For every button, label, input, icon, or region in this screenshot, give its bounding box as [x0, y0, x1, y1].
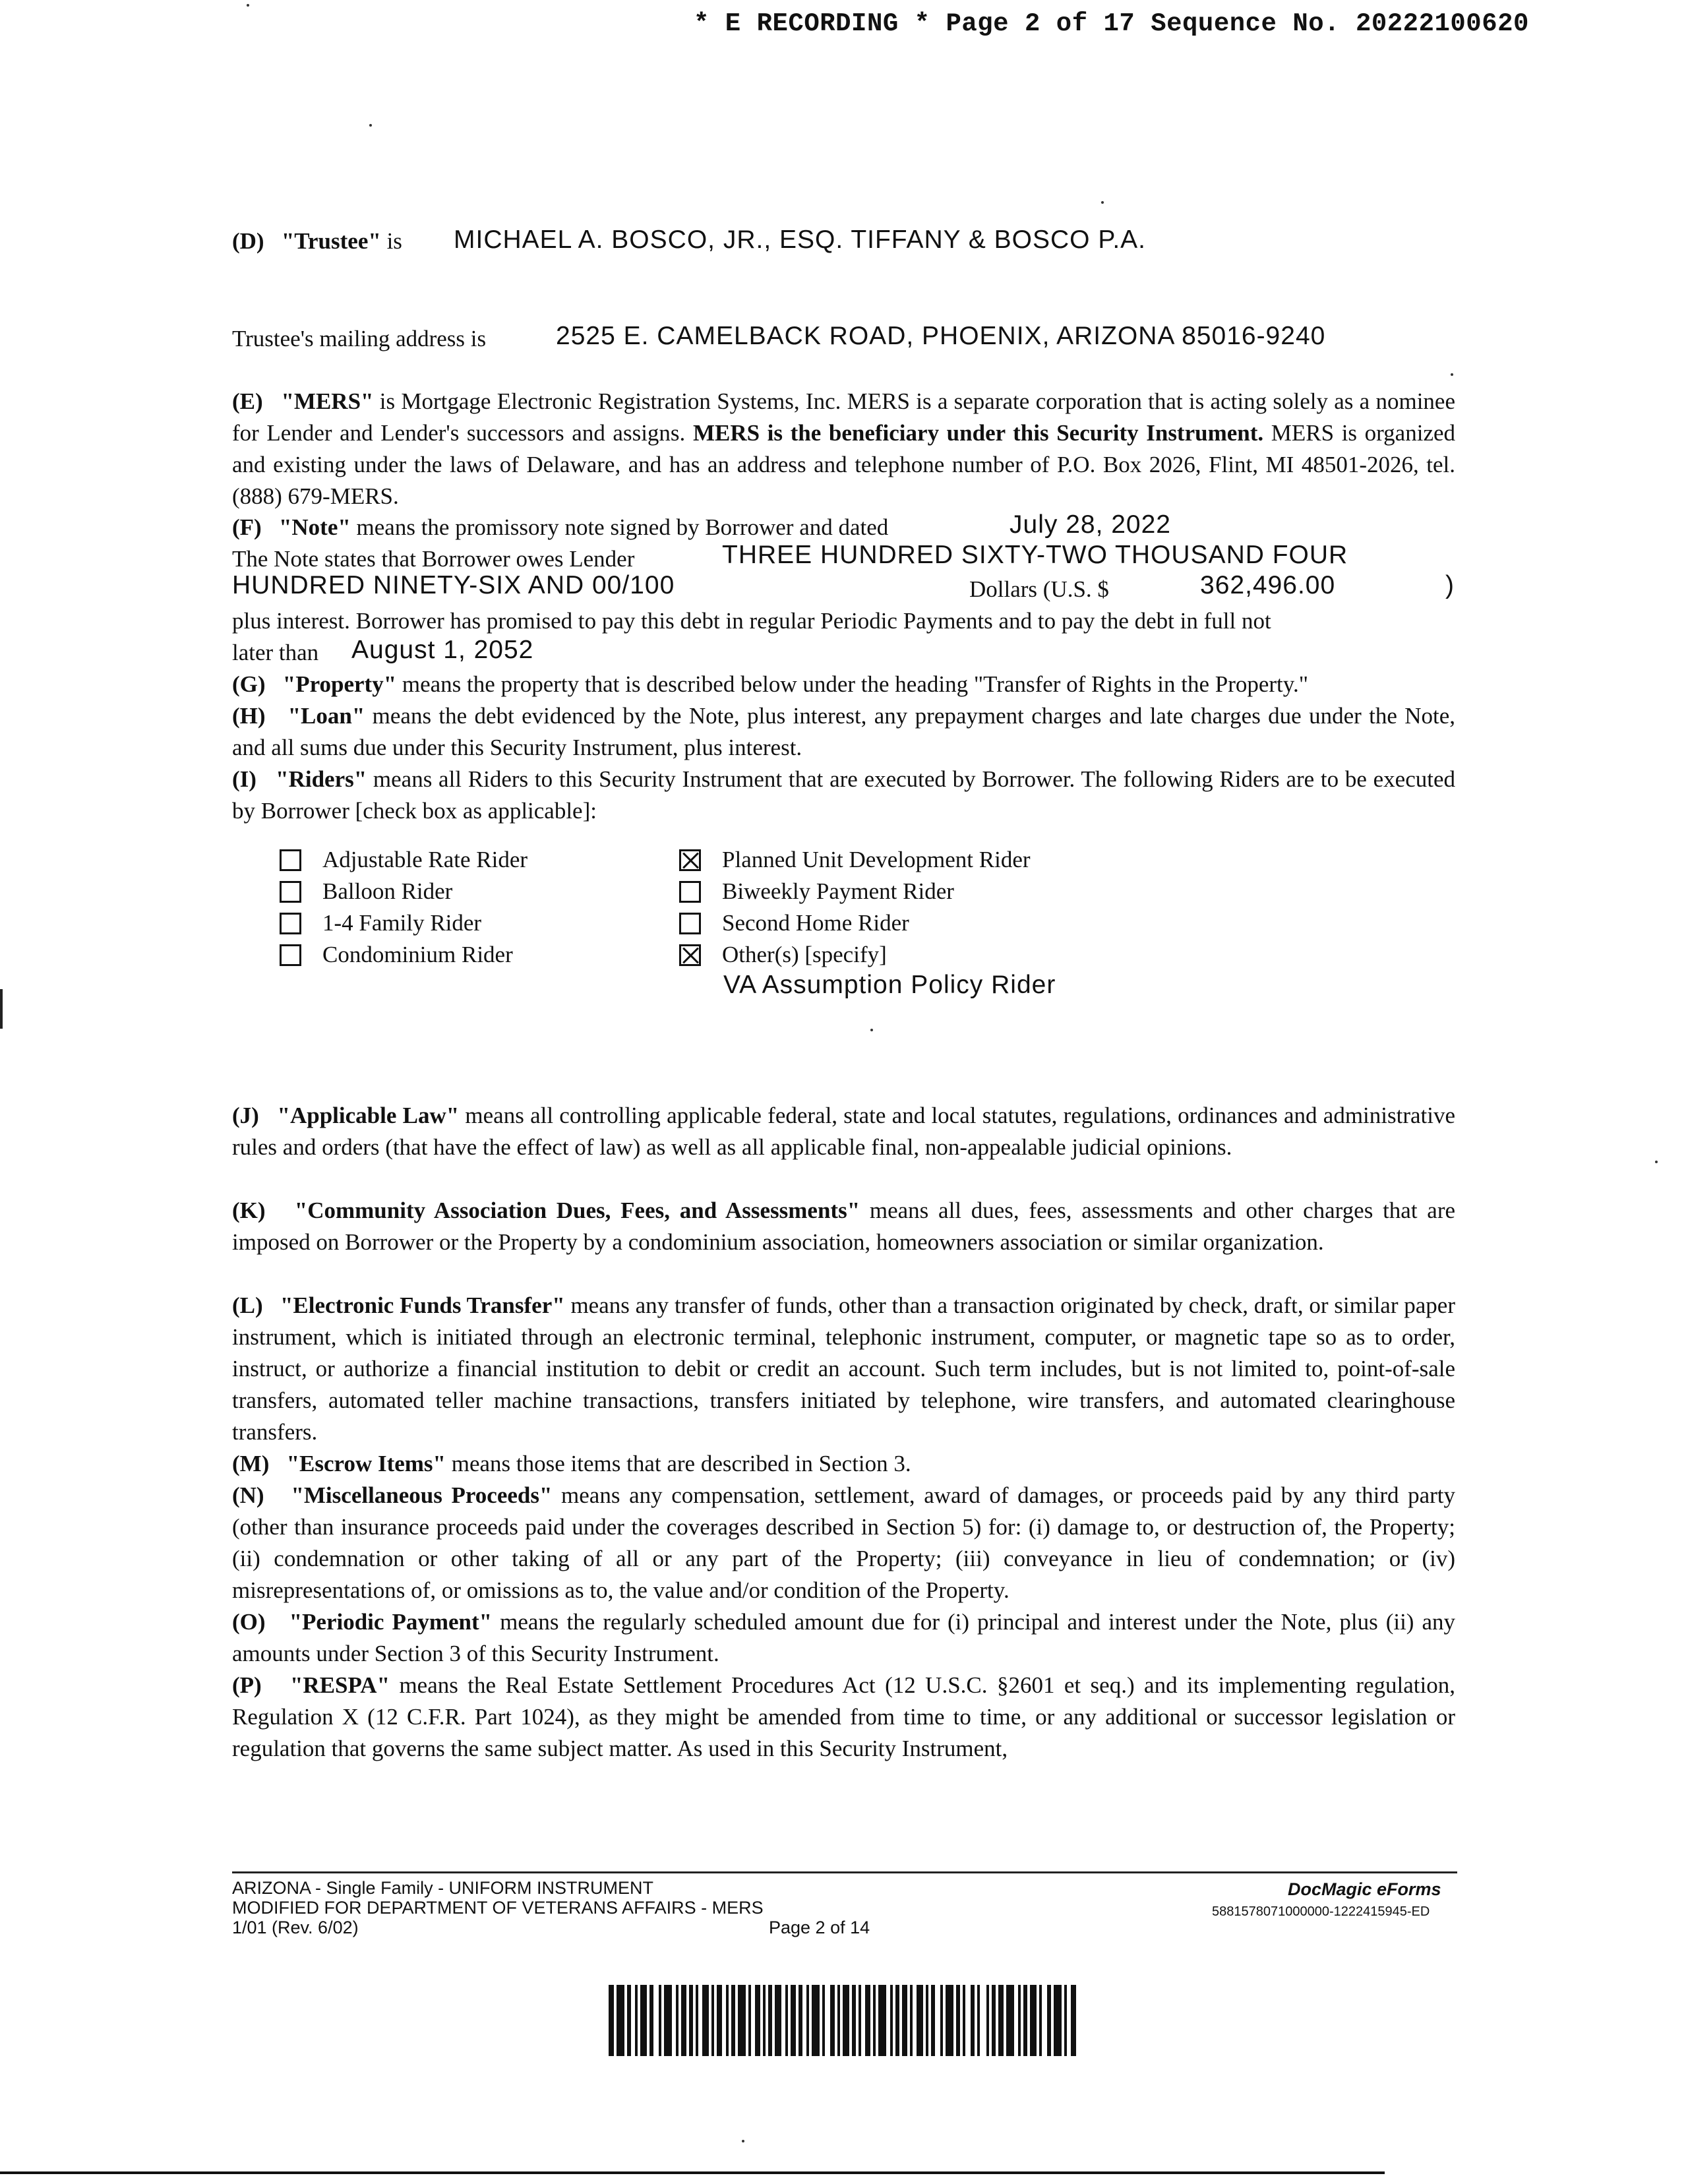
definition-term: "Applicable Law": [277, 1103, 460, 1128]
definition-term: "Escrow Items": [286, 1451, 446, 1476]
barcode-bar: [935, 1985, 940, 2056]
barcode-bar: [1006, 1985, 1014, 2056]
scan-speck: [247, 4, 249, 7]
barcode-bar: [755, 1985, 760, 2056]
definition-prefix: (N): [232, 1482, 264, 1508]
barcode-bar: [878, 1985, 886, 2056]
rider-biweekly-payment[interactable]: [679, 876, 954, 907]
note-text-2: plus interest. Borrower has promised to pay this debt in regular Periodic Payments and to pay the debt in full not: [232, 608, 1271, 634]
barcode-bar: [917, 1985, 923, 2056]
mers-prefix: (E): [232, 388, 263, 414]
scan-speck: [369, 124, 372, 127]
definition-text: means all controlling applicable federal, state and local statutes, regulations, ordinances and administrative rules and orders (that have the effect of law) as well as all applicable final, non-appealable judicial opinions.: [232, 1103, 1456, 1160]
rider-balloon[interactable]: [280, 876, 452, 907]
trustee-value: MICHAEL A. BOSCO, JR., ESQ. TIFFANY & BOSCO P.A.: [454, 226, 1147, 254]
footer-doc-id: 5881578071000000-1222415945-ED: [1212, 1904, 1430, 1919]
note-close-paren: ): [1445, 571, 1454, 599]
barcode-bar: [812, 1985, 820, 2056]
barcode-bar: [609, 1985, 614, 2056]
rider-condominium[interactable]: [280, 939, 513, 971]
checkbox-balloon-rider[interactable]: [280, 881, 301, 903]
definition-periodic-payment: [232, 1606, 1455, 1670]
mers-text-1: is Mortgage Electronic Registration Systems, Inc. MERS is a separate corporation that is acting solely as a nominee for Lender and Lender's successors and assigns.: [232, 388, 1455, 446]
riders-prefix: (I): [232, 766, 256, 792]
barcode-bar: [902, 1985, 907, 2056]
definition-term: "Periodic Payment": [289, 1609, 493, 1635]
trustee-is: is: [386, 228, 402, 254]
other-rider-specified: VA Assumption Policy Rider: [723, 971, 1056, 999]
barcode-bar: [681, 1985, 686, 2056]
definition-term: "Miscellaneous Proceeds": [291, 1482, 553, 1508]
rider-1-4-family[interactable]: [280, 907, 481, 939]
rider-adjustable-rate[interactable]: [280, 844, 528, 876]
note-text-1: means the promissory note signed by Borrower and dated: [356, 514, 889, 540]
loan-text: means the debt evidenced by the Note, plus interest, any prepayment charges and late charges due under the Note, and all sums due under this Security Instrument, plus interest.: [232, 703, 1456, 760]
docmagic-logo: DocMagic eForms: [1288, 1879, 1441, 1899]
barcode-bar: [717, 1985, 722, 2056]
note-amount-words-1: THREE HUNDRED SIXTY-TWO THOUSAND FOUR: [722, 541, 1348, 569]
barcode-bar: [865, 1985, 870, 2056]
trustee-line: [232, 226, 402, 257]
footer-line-2: MODIFIED FOR DEPARTMENT OF VETERANS AFFAIRS - MERS: [232, 1898, 764, 1918]
property-term: "Property": [282, 671, 397, 697]
barcode-bar: [664, 1985, 672, 2056]
footer-rule: [232, 1871, 1457, 1873]
mers-definition: [232, 386, 1455, 512]
note-owes-label: The Note states that Borrower owes Lender: [232, 546, 635, 572]
definition-text: means any compensation, settlement, award of damages, or proceeds paid by any third party (other than insurance proceeds paid under the coverages described in Section 5) for: (i) damage to, or destruction of, the Property; (ii) condemnation or other taking of all or any part of the Property; (iii) conveyance in lieu of condemnation; or (iv) misrepresentations of, or omissions as to, the value and/or condition of the Property.: [232, 1482, 1456, 1603]
rider-planned-unit-development[interactable]: [679, 844, 1031, 876]
barcode-bar: [702, 1985, 709, 2056]
barcode-bar: [1030, 1985, 1037, 2056]
riders-text: means all Riders to this Security Instrument that are executed by Borrower. The following Riders are to be executed by Borrower [check box as applicable]:: [232, 766, 1456, 824]
definition-term: "Community Association Dues, Fees, and Assessments": [294, 1198, 860, 1223]
trustee-address-value: 2525 E. CAMELBACK ROAD, PHOENIX, ARIZONA 85016-9240: [556, 322, 1326, 350]
property-prefix: (G): [232, 671, 266, 697]
definition-prefix: (M): [232, 1451, 270, 1476]
trustee-prefix: (D): [232, 228, 264, 254]
note-prefix: (F): [232, 514, 262, 540]
rider-label: 1-4 Family Rider: [322, 910, 482, 936]
definition-prefix: (P): [232, 1672, 262, 1698]
rider-label: Adjustable Rate Rider: [322, 847, 528, 872]
definition-miscellaneous-proceeds: [232, 1480, 1455, 1606]
mers-bold-text: MERS is the beneficiary under this Security Instrument.: [692, 420, 1264, 446]
riders-definition: [232, 764, 1455, 827]
checkbox-adjustable-rate-rider[interactable]: [280, 849, 301, 871]
barcode-bar: [775, 1985, 781, 2056]
note-amount-number: 362,496.00: [1200, 571, 1336, 599]
riders-term: "Riders": [276, 766, 367, 792]
loan-definition: [232, 700, 1455, 764]
recording-header: * E RECORDING * Page 2 of 17 Sequence No. 20222100620: [694, 9, 1529, 38]
note-term: "Note": [278, 514, 351, 540]
scan-speck: [742, 2140, 744, 2142]
footer-line-3: 1/01 (Rev. 6/02): [232, 1918, 359, 1937]
definition-term: "Electronic Funds Transfer": [280, 1292, 565, 1318]
rider-other[interactable]: [679, 939, 887, 971]
note-dollars-label: Dollars (U.S. $: [969, 576, 1109, 602]
rider-label: Balloon Rider: [322, 878, 453, 904]
note-maturity-date: August 1, 2052: [351, 636, 534, 664]
definition-prefix: (L): [232, 1292, 263, 1318]
rider-second-home[interactable]: [679, 907, 909, 939]
definition-escrow-items: [232, 1448, 1455, 1480]
definition-text: means those items that are described in Section 3.: [451, 1451, 911, 1476]
barcode-bar: [825, 1985, 830, 2056]
definition-prefix: (K): [232, 1198, 266, 1223]
barcode-bar: [1071, 1985, 1076, 2056]
definition-text: means the regularly scheduled amount due for (i) principal and interest under the Note, plus (ii) any amounts under Section 3 of this Security Instrument.: [232, 1609, 1456, 1666]
note-date: July 28, 2022: [1010, 510, 1172, 539]
barcode-bar: [791, 1985, 796, 2056]
barcode-image: [609, 1985, 1077, 2056]
trustee-address-label: Trustee's mailing address is: [232, 326, 487, 351]
barcode-bar: [980, 1985, 986, 2056]
checkbox-other-rider[interactable]: [679, 944, 701, 966]
mers-text-2: MERS is organized and existing under the laws of Delaware, and has an address and telephone number of P.O. Box 2026, Flint, MI 48501-2026, tel. (888) 679-MERS.: [232, 420, 1456, 509]
loan-term: "Loan": [287, 703, 365, 729]
scan-speck: [1101, 201, 1104, 204]
checkbox-planned-unit-development-rider[interactable]: [679, 849, 701, 871]
definition-prefix: (O): [232, 1609, 266, 1635]
definition-text: means any transfer of funds, other than a transaction originated by check, draft, or similar paper instrument, which is initiated through an electronic terminal, telephonic instrument, computer, or magnetic tape so as to order, instruct, or authorize a financial institution to debit or credit an account. Such term includes, but is not limited to, point-of-sale transfers, automated teller machine transactions, transfers initiated by telephone, wire transfers, and automated clearinghouse transfers.: [232, 1292, 1455, 1445]
barcode-bar: [738, 1985, 746, 2056]
definition-term: "RESPA": [290, 1672, 390, 1698]
scan-bottom-border: [0, 2171, 1385, 2174]
scan-edge-mark: [0, 989, 3, 1029]
rider-label: Other(s) [specify]: [722, 942, 887, 967]
checkbox-biweekly-payment-rider[interactable]: [679, 881, 701, 903]
note-amount-words-2: HUNDRED NINETY-SIX AND 00/100: [232, 571, 675, 599]
trustee-term: "Trustee": [281, 228, 381, 254]
checkbox-condominium-rider[interactable]: [280, 944, 301, 966]
rider-label: Biweekly Payment Rider: [722, 878, 954, 904]
checkbox-1-4-family-rider[interactable]: [280, 913, 301, 934]
note-line-1: [232, 512, 888, 543]
rider-label: Planned Unit Development Rider: [722, 847, 1031, 872]
note-later-than-label: later than: [232, 640, 319, 665]
scan-speck: [1451, 373, 1453, 376]
barcode-bar: [1054, 1985, 1062, 2056]
barcode-bar: [640, 1985, 647, 2056]
property-definition: [232, 669, 1455, 700]
barcode-bar: [946, 1985, 953, 2056]
definition-electronic-funds-transfer: [232, 1290, 1455, 1448]
definition-respa: [232, 1670, 1455, 1765]
barcode-bar: [998, 1985, 1004, 2056]
scan-speck: [1655, 1161, 1658, 1163]
rider-label: Second Home Rider: [722, 910, 909, 936]
property-text: means the property that is described below under the heading "Transfer of Rights in the Property.": [402, 671, 1309, 697]
barcode-bar: [617, 1985, 624, 2056]
definition-community-association: [232, 1195, 1455, 1258]
barcode-bar: [1042, 1985, 1047, 2056]
rider-label: Condominium Rider: [322, 942, 513, 967]
definition-prefix: (J): [232, 1103, 259, 1128]
barcode-bar: [843, 1985, 849, 2056]
loan-prefix: (H): [232, 703, 266, 729]
barcode-bar: [965, 1985, 971, 2056]
barcode-bar: [653, 1985, 659, 2056]
footer-line-1: ARIZONA - Single Family - UNIFORM INSTRUMENT: [232, 1878, 654, 1898]
definition-applicable-law: [232, 1100, 1455, 1163]
definition-text: means all dues, fees, assessments and other charges that are imposed on Borrower or the Property by a condominium association, homeowners association or similar organization.: [232, 1198, 1456, 1255]
checkbox-second-home-rider[interactable]: [679, 913, 701, 934]
definition-text: means the Real Estate Settlement Procedures Act (12 U.S.C. §2601 et seq.) and its implementing regulation, Regulation X (12 C.F.R. Part 1024), as they might be amended from time to time, or any additional or successor legislation or regulation that governs the same subject matter. As used in this Security Instrument,: [232, 1672, 1456, 1761]
mers-term: "MERS": [281, 388, 374, 414]
scan-speck: [870, 1029, 873, 1031]
footer-page-number: Page 2 of 14: [769, 1918, 870, 1937]
